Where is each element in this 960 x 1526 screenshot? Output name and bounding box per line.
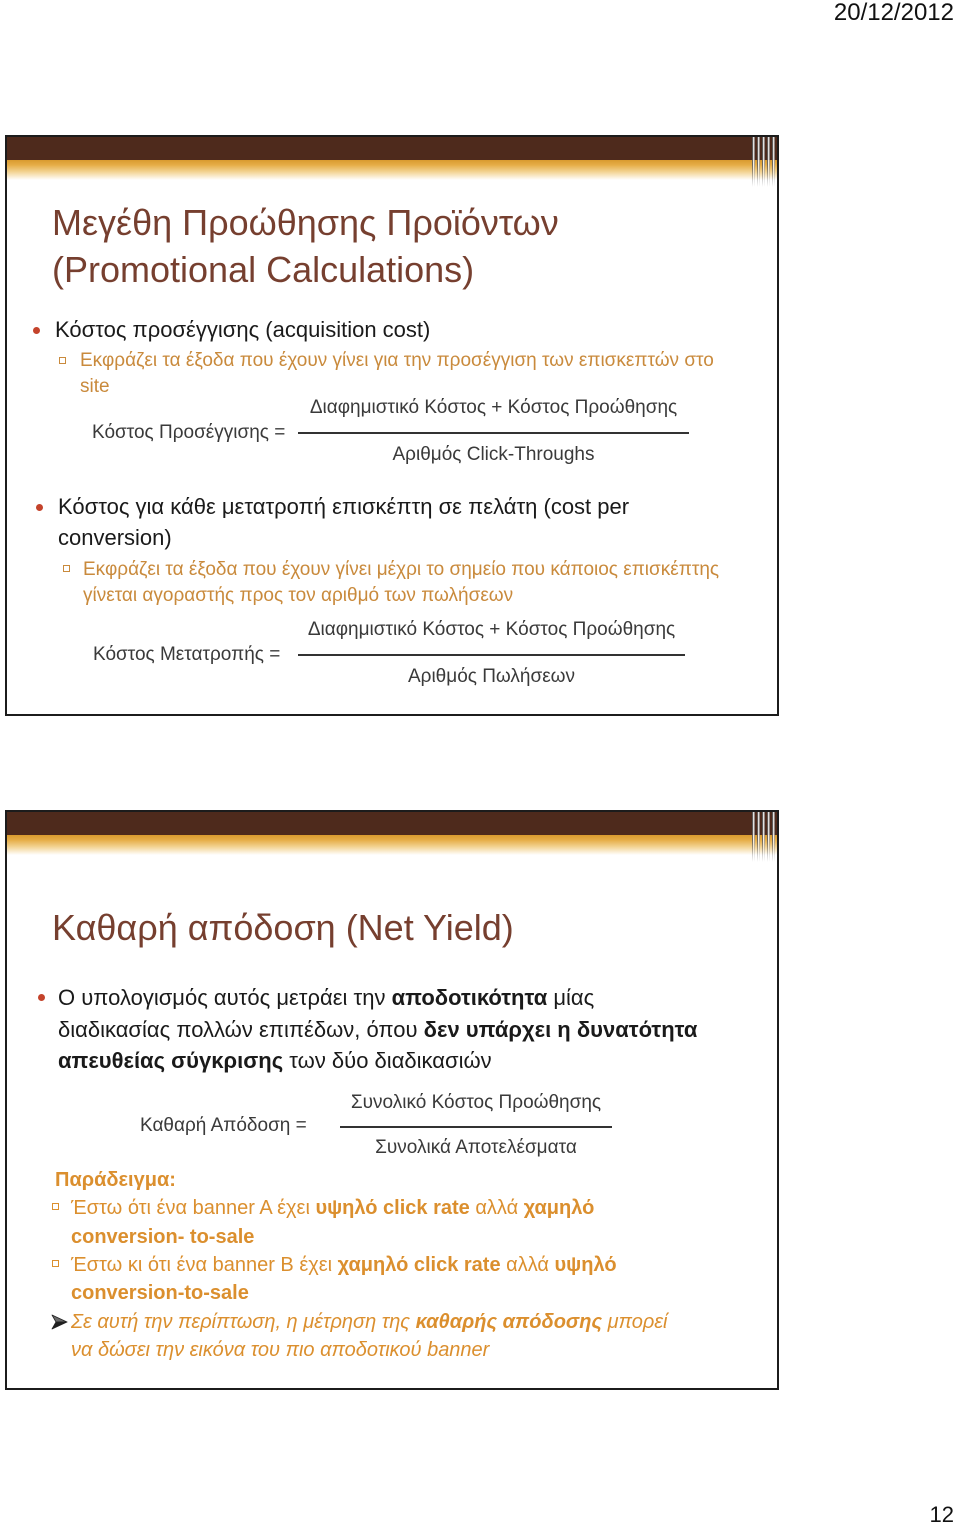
sub-bullet-text-line: Εκφράζει τα έξοδα που έχουν γίνει μέχρι το σημείο που κάποιος επισκέπτης (83, 559, 720, 580)
text-run: Σε αυτή την περίπτωση, η μέτρηση της (71, 1311, 416, 1333)
slide-header-decoration (752, 812, 776, 862)
slide-net-yield (5, 810, 779, 1390)
formula-label: Κόστος Μετατροπής = (93, 644, 281, 665)
formula-fraction-line (298, 654, 685, 656)
emphasis-run: υψηλό click rate (315, 1197, 470, 1219)
formula-numerator: Διαφημιστικό Κόστος + Κόστος Προώθησης (309, 397, 678, 418)
emphasis-run: conversion-to-sale (71, 1282, 249, 1304)
formula-label: Κόστος Προσέγγισης = (92, 422, 286, 443)
slide-title-line: (Promotional Calculations) (52, 249, 475, 290)
formula-denominator: Αριθμός Πωλήσεων (407, 666, 575, 687)
emphasis-run: χαμηλό click rate (337, 1254, 501, 1276)
slide-header-accent-stripe (7, 160, 777, 180)
bullet-dot-icon (33, 327, 40, 334)
formula-label: Καθαρή Απόδοση = (140, 1115, 307, 1136)
formula-numerator: Συνολικό Κόστος Προώθησης (350, 1092, 602, 1113)
example-text-line (71, 1252, 617, 1278)
text-run: Ο υπολογισμός αυτός μετράει την (58, 985, 392, 1010)
formula-fraction-line (298, 432, 689, 434)
formula-fraction-line (340, 1126, 612, 1128)
emphasis-run: conversion- to-sale (71, 1226, 255, 1248)
formula-denominator: Αριθμός Click-Throughs (392, 444, 595, 465)
emphasis-run: απευθείας σύγκρισης (58, 1048, 284, 1073)
text-run: Έστω ότι ένα banner A έχει (71, 1197, 316, 1219)
text-run: μπορεί (602, 1311, 668, 1333)
slide-title-line: Μεγέθη Προώθησης Προϊόντων (52, 202, 559, 243)
formula-numerator: Διαφημιστικό Κόστος + Κόστος Προώθησης (307, 619, 676, 640)
text-run: διαδικασίας πολλών επιπέδων, όπου (58, 1017, 424, 1042)
page-date: 20/12/2012 (833, 0, 954, 26)
bullet-text-line (58, 1016, 697, 1044)
slide-header-decoration (752, 137, 776, 187)
example-text-line (71, 1224, 254, 1250)
square-bullet-icon (52, 1203, 59, 1210)
conclusion-text-line (71, 1309, 668, 1335)
sub-bullet-text-line: γίνεται αγοραστής προς τον αριθμό των πωλήσεων (83, 585, 514, 606)
bullet-text-line (58, 1047, 492, 1075)
example-heading: Παράδειγμα: (55, 1169, 176, 1191)
bullet-text-line: Κόστος για κάθε μετατροπή επισκέπτη σε πελάτη (cost per (58, 494, 630, 519)
text-run: Έστω κι ότι ένα banner B έχει (71, 1254, 338, 1276)
slide-header-bar (7, 137, 777, 160)
bullet-dot-icon (38, 994, 45, 1001)
square-bullet-icon (59, 357, 66, 364)
text-run: αλλά (469, 1197, 524, 1219)
square-bullet-icon (52, 1260, 59, 1267)
text-run: αλλά (500, 1254, 555, 1276)
emphasis-run: χαμηλό (523, 1197, 595, 1219)
example-text-line (71, 1280, 249, 1306)
example-text-line (71, 1195, 594, 1221)
bullet-dot-icon (36, 504, 43, 511)
conclusion-text-line: να δώσει την εικόνα του πιο αποδοτικού banner (71, 1339, 490, 1361)
sub-bullet-text-line: site (80, 376, 110, 397)
formula-denominator: Συνολικά Αποτελέσματα (375, 1137, 577, 1158)
bullet-text-line (58, 984, 594, 1012)
emphasis-run: υψηλό (554, 1254, 617, 1276)
arrowhead-bullet-icon (51, 1314, 68, 1330)
slide-promotional-calculations (5, 135, 779, 716)
slide-header-bar (7, 812, 777, 835)
emphasis-run: καθαρής απόδοσης (415, 1311, 603, 1333)
sub-bullet-text-line: Εκφράζει τα έξοδα που έχουν γίνει για την προσέγγιση των επισκεπτών στο (80, 350, 714, 371)
page-number: 12 (929, 1502, 954, 1526)
square-bullet-icon (63, 565, 70, 572)
text-run: των δύο διαδικασιών (283, 1048, 492, 1073)
emphasis-run: αποδοτικότητα (391, 985, 548, 1010)
bullet-text-line: conversion) (58, 525, 172, 550)
emphasis-run: δεν υπάρχει η δυνατότητα (423, 1017, 698, 1042)
text-run: μίας (547, 985, 595, 1010)
slide-header-accent-stripe (7, 835, 777, 855)
bullet-text-line: Κόστος προσέγγισης (acquisition cost) (55, 317, 431, 342)
slide-title: Καθαρή απόδοση (Net Yield) (52, 907, 514, 948)
